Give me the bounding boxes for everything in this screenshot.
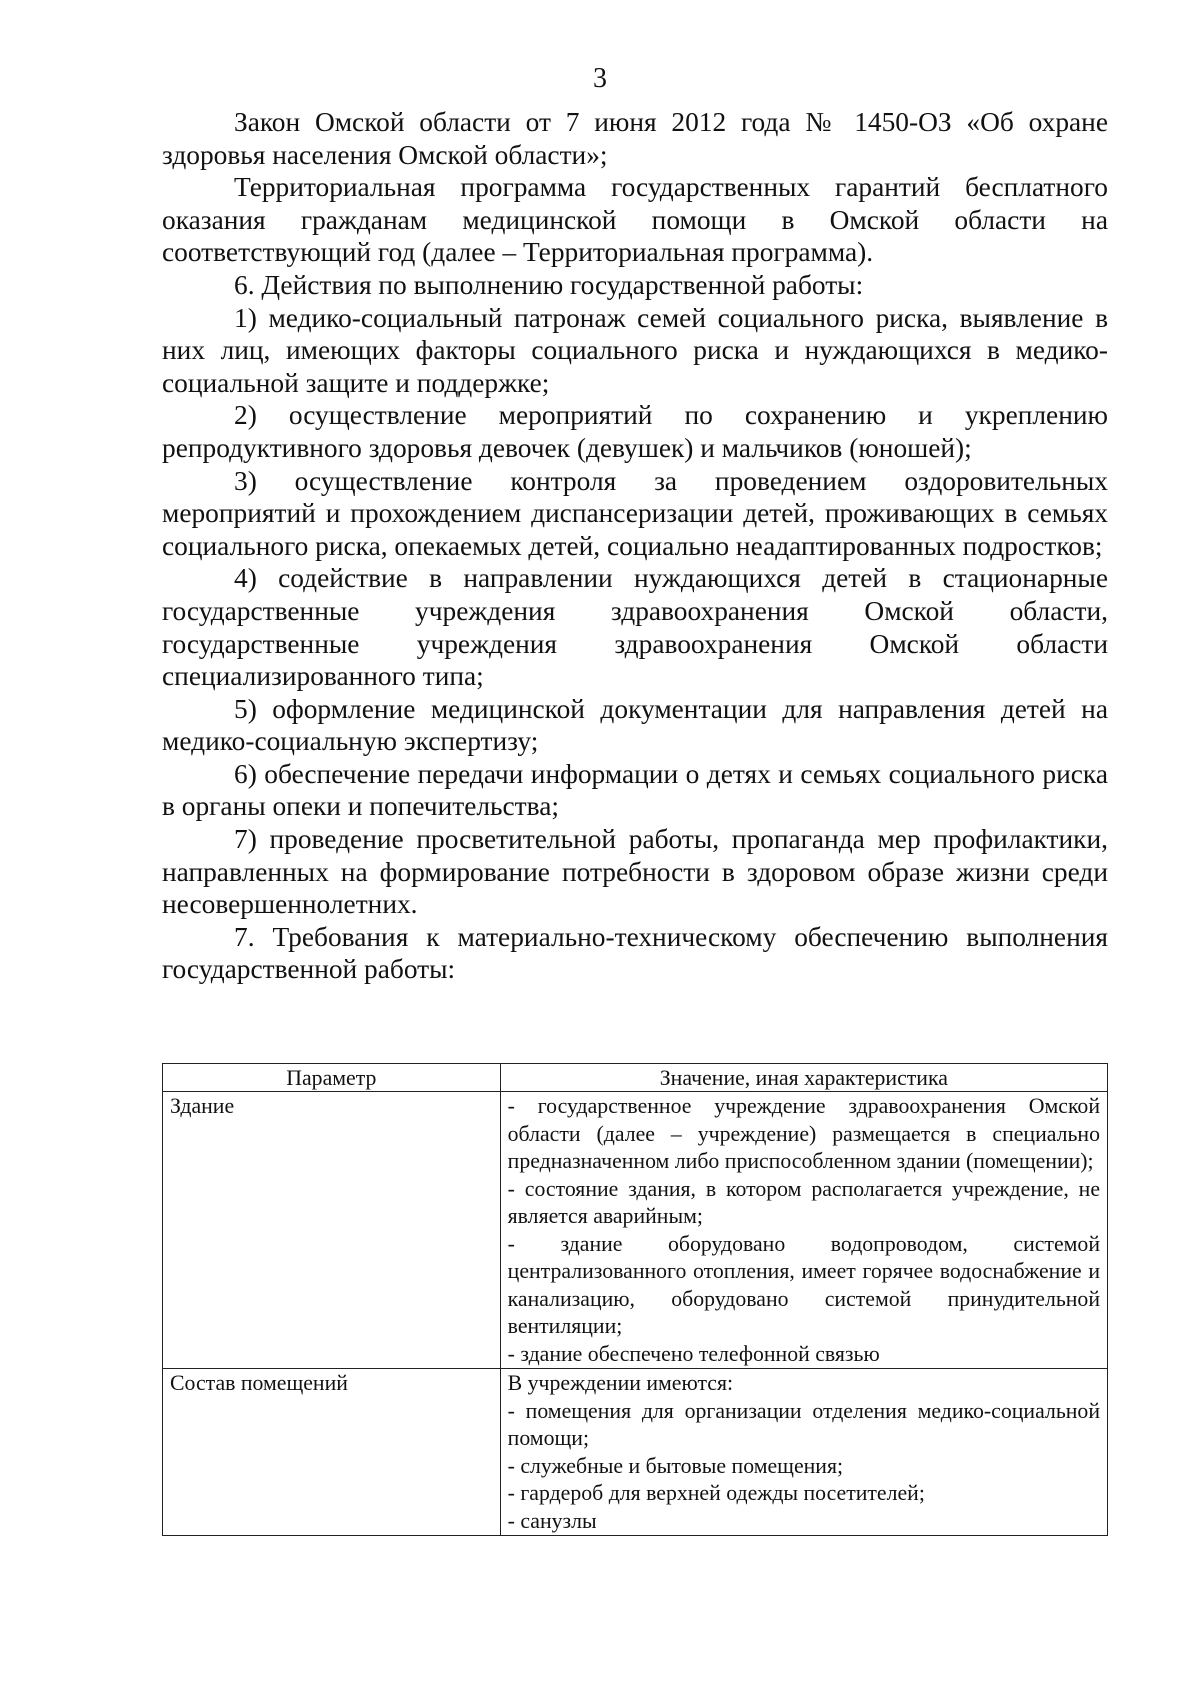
paragraph: Закон Омской области от 7 июня 2012 года № 1450-ОЗ «Об охране здоровья населения Омской области»;	[162, 107, 1108, 170]
value-line: - гардероб для верхней одежды посетителей;	[507, 1481, 925, 1505]
page-number: 3	[593, 63, 607, 94]
paragraph: 7) проведение просветительной работы, пропаганда мер профилактики, направленных на формирование потребности в здоровом образе жизни среди несовершеннолетних.	[162, 824, 1108, 920]
value-line: - служебные и бытовые помещения;	[507, 1453, 844, 1478]
value-line: - государственное учреждение здравоохранения Омской области (далее – учреждение) размещается в специально предназначенном либо приспособленном здании (помещении);	[507, 1094, 1100, 1173]
column-header-parameter: Параметр	[163, 1064, 501, 1092]
table-row	[163, 1092, 1108, 1369]
value-cell	[500, 1092, 1107, 1369]
paragraph: 6) обеспечение передачи информации о детях и семьях социального риска в органы опеки и попечительства;	[162, 758, 1108, 822]
paragraph: 7. Требования к материально-техническому обеспечению выполнения государственной работы:	[162, 921, 1108, 985]
paragraph: 1) медико-социальный патронаж семей социального риска, выявление в них лиц, имеющих факторы социального риска и нуждающихся в медико-социальной защите и поддержке;	[162, 302, 1108, 398]
column-header-value: Значение, иная характеристика	[500, 1064, 1107, 1092]
paragraph: Территориальная программа государственных гарантий бесплатного оказания гражданам медицинской помощи в Омской области на соответствующий год (далее – Территориальная программа).	[162, 172, 1108, 268]
table-header-row	[163, 1064, 1108, 1092]
table-row	[163, 1369, 1108, 1536]
value-cell	[500, 1369, 1107, 1536]
paragraph: 5) оформление медицинской документации для направления детей на медико-социальную экспертизу;	[162, 693, 1108, 757]
value-line: - здание оборудовано водопроводом, системой централизованного отопления, имеет горячее водоснабжение и канализацию, оборудовано системой принудительной вентиляции;	[507, 1231, 1100, 1338]
paragraph: 6. Действия по выполнению государственной работы:	[234, 269, 864, 300]
value-line: - здание обеспечено телефонной связью	[507, 1341, 880, 1366]
value-line: - состояние здания, в котором располагается учреждение, не является аварийным;	[507, 1176, 1100, 1228]
requirements-table	[162, 1063, 1108, 1536]
value-line: В учреждении имеются:	[507, 1371, 734, 1395]
paragraph: 2) осуществление мероприятий по сохранению и укреплению репродуктивного здоровья девочек (девушек) и мальчиков (юношей);	[162, 400, 1108, 463]
parameter-cell: Состав помещений	[163, 1369, 501, 1536]
parameter-cell: Здание	[163, 1092, 501, 1369]
paragraph: 3) осуществление контроля за проведением оздоровительных мероприятий и прохождением диспансеризации детей, проживающих в семьях социального риска, опекаемых детей, социально неадаптированных подростков;	[162, 465, 1108, 561]
paragraph: 4) содействие в направлении нуждающихся детей в стационарные государственные учреждения здравоохранения Омской области, государственные учреждения здравоохранения Омской области специализированного типа;	[162, 563, 1108, 692]
value-line: - помещения для организации отделения медико-социальной помощи;	[507, 1398, 1100, 1450]
document-body	[162, 106, 1108, 986]
value-line: - санузлы	[507, 1508, 597, 1533]
requirements-table-container	[162, 1063, 1108, 1536]
